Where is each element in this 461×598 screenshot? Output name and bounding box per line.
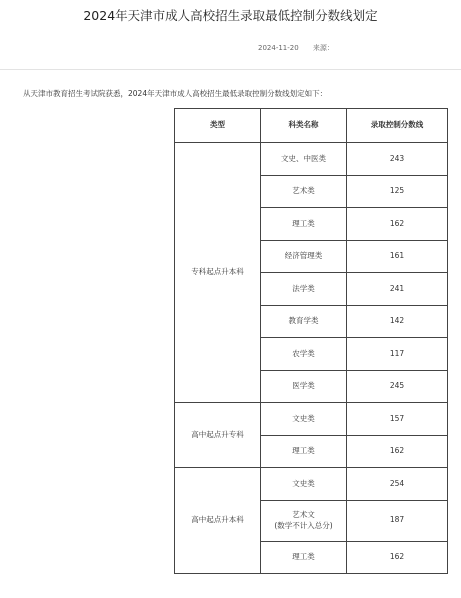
table-row [175, 403, 448, 436]
score-cell: 162 [347, 208, 448, 241]
score-cell: 142 [347, 305, 448, 338]
major-cell: 医学类 [261, 370, 347, 403]
group-type-cell: 高中起点升专科 [175, 403, 261, 468]
major-cell: 理工类 [261, 435, 347, 468]
score-table [174, 108, 448, 574]
score-cell: 243 [347, 143, 448, 176]
score-cell: 161 [347, 240, 448, 273]
header-type: 类型 [175, 109, 261, 143]
major-cell [261, 500, 347, 541]
source-label: 来源： [312, 44, 334, 52]
major-cell: 经济管理类 [261, 240, 347, 273]
score-cell: 245 [347, 370, 448, 403]
table-header-row [175, 109, 448, 143]
score-cell: 125 [347, 175, 448, 208]
major-cell-content [274, 510, 332, 530]
intro-paragraph: 从天津市教育招生考试院获悉，2024年天津市成人高校招生最低录取控制分数线划定如下： [23, 89, 328, 98]
major-cell: 理工类 [261, 541, 347, 574]
group-type-cell: 专科起点升本科 [175, 143, 261, 403]
major-note: (数学不计入总分) [274, 520, 333, 530]
major-cell: 文史类 [261, 468, 347, 501]
major-cell: 法学类 [261, 273, 347, 306]
major-cell: 教育学类 [261, 305, 347, 338]
score-cell: 254 [347, 468, 448, 501]
score-cell: 241 [347, 273, 448, 306]
score-cell: 117 [347, 338, 448, 371]
header-score: 录取控制分数线 [347, 109, 448, 143]
score-cell: 162 [347, 435, 448, 468]
major-cell: 理工类 [261, 208, 347, 241]
article-meta [258, 43, 346, 53]
table-row [175, 143, 448, 176]
major-cell: 艺术类 [261, 175, 347, 208]
major-cell: 文史类 [261, 403, 347, 436]
score-cell: 162 [347, 541, 448, 574]
table-row [175, 468, 448, 501]
header-major: 科类名称 [261, 109, 347, 143]
score-cell: 187 [347, 500, 448, 541]
article-title: 2024年天津市成人高校招生录取最低控制分数线划定 [83, 8, 378, 23]
major-label: 艺术文 [292, 510, 315, 520]
group-type-cell: 高中起点升本科 [175, 468, 261, 574]
major-cell: 文史、中医类 [261, 143, 347, 176]
title-divider [0, 69, 461, 70]
publish-date: 2024-11-20 [258, 44, 299, 52]
score-cell: 157 [347, 403, 448, 436]
major-cell: 农学类 [261, 338, 347, 371]
